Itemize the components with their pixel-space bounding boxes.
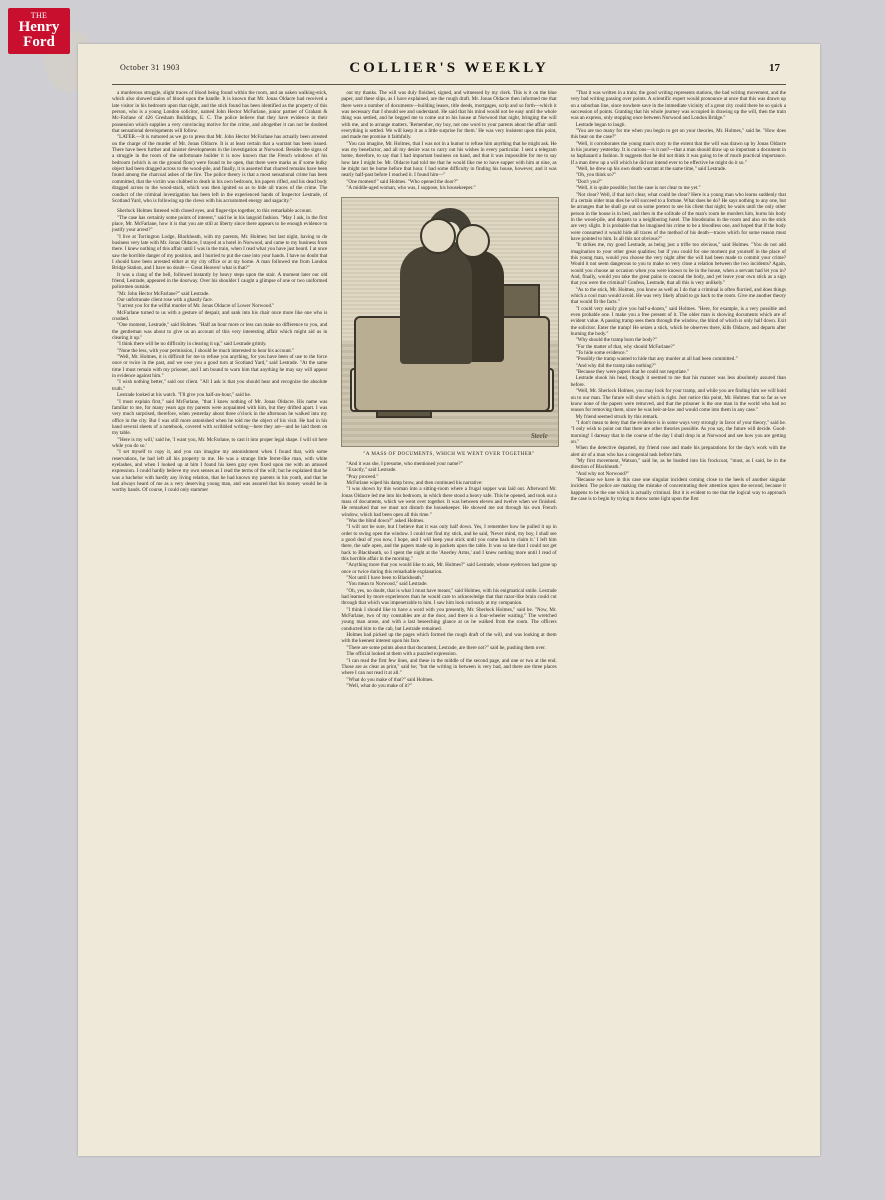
paragraph: "And why not Norwood?" <box>575 470 630 477</box>
illustration-caption: "A MASS OF DOCUMENTS, WHICH WE WENT OVER TOGETHER" <box>363 450 535 457</box>
paragraph: "Possibly the tramp wanted to hide that any murder at all had been committed." <box>575 356 738 363</box>
paragraph: "To hide some evidence." <box>575 350 628 357</box>
paragraph: "Pray proceed." <box>346 473 379 480</box>
paragraph: "Well, Mr. Sherlock Holmes, you may look for your tramp, and while you are finding him we will hold on to our man. The future will show which is right. Just notice this point, Mr. Holmes: that so far as we know none of the papers were removed, and that the prisoner is the one man in the world who had no reason for removing them, since he was heir-at-law and would come into them in any case." <box>570 388 786 414</box>
paragraph: "I must explain first," said McFarlane, "that I knew nothing of Mr. Jonas Oldacre. His name was familiar to me, for many years ago my parents were acquainted with him, but they drifted apart. I was very much surprised, therefore, when yesterday about three o'clock in the afternoon he walked into my office in the city. But I was still more astonished when he told me the object of his visit. He had in his hand several sheets of a notebook, covered with scribbled writing—here they are—and he laid them on my table. <box>112 398 328 437</box>
column-middle <box>341 90 556 1142</box>
paragraph: "Anything more that you would like to ask, Mr. Holmes?" said Lestrade, whose eyebrows had gone up once or twice during this remarkable explanation. <box>341 562 557 575</box>
paragraph: "A middle-aged woman, who was, I suppose, his housekeeper." <box>346 185 476 192</box>
paragraph: "Well, he drew up his own death warrant at the same time," said Lestrade. <box>575 166 727 173</box>
paragraph: "My first movement, Watson," said he, as he bustled into his frockcoat, "must, as I said, be in the direction of Blackheath." <box>570 457 786 471</box>
paragraph: McFarlane wiped his damp brow, and then continued his narrative: <box>346 479 483 486</box>
paragraph: "There are some points about that document, Lestrade, are there not?" said he, pushing them over. <box>346 644 546 651</box>
paragraph: "Because they were papers that he could not negotiate." <box>575 369 690 376</box>
paragraph: "The case has certainly some points of interest," said he in his languid fashion. "May I ask, in the first place, Mr. McFarlane, how it is that you are still at liberty since there appears to be enough evidence to justify your arrest?" <box>112 214 328 234</box>
illustration-image <box>341 197 558 447</box>
paragraph: out my thanks. The will was duly finished, signed, and witnessed by my clerk. This is it on the blue paper, and these slips, as I have explained, are the rough draft. Mr. Jonas Oldacre then informed me that there were a number of documents—building leases, title deeds, mortgages, scrip and so forth—which it was necessary that I should see and understand. He said that his mind would not be easy until the whole thing was settled, and he begged me to come out to his house at Norwood that night, bringing the will with me, and to arrange matters. 'Remember, my boy, not one word to your parents about the affair until everything is settled. We will keep it as a little surprise for them.' He was very insistent upon this point, and made me promise it faithfully. <box>341 90 557 141</box>
paragraph: Lestrade began to laugh. <box>575 121 626 128</box>
paragraph: "Not clear? Well, if that isn't clear, what could be clear? Here is a young man who learns suddenly that if a certain older man dies he will succeed to a fortune. What does he do? He says nothing to any one, but he arranges that he shall go out on some pretext to see his client that night; he waits until the only other person in the house is in bed, and then in the solitude of the man's room he murders him, burns his body in the wood-pile, and departs to a neighboring hotel. The bloodstains in the room and also on the stick are very slight. It is probable that he imagined his crime to be a bloodless one, and hoped that if the body were consumed it would hide all traces of the method of his death—traces which for some reason must have pointed to him. Is all this not obvious?" <box>570 191 786 242</box>
running-head <box>98 60 800 82</box>
paragraph: "You mean to Norwood," said Lestrade. <box>346 581 428 588</box>
paragraph: Lestrade shook his head, though it seemed to me that his manner was less absolutely assured than before. <box>570 375 786 388</box>
paragraph: "I think I should like to have a word with you presently, Mr. Sherlock Holmes," said he. "Now, Mr. McFarlane, two of my constables are at the door, and there is a four-wheeler waiting." The wretched young man arose, and with a last beseeching glance at us he walked from the room. The officers conducted him to the cab, but Lestrade remained. <box>341 606 557 632</box>
issue-date: October 31 1903 <box>120 63 180 72</box>
logo-line-henry: Henry <box>18 19 60 35</box>
paragraph: "And why did the tramp take nothing?" <box>575 362 656 369</box>
paragraph: "One moment, Lestrade," said Holmes. "Half an hour more or less can make no difference to you, and the gentleman was about to give us an account of this very interesting affair which might aid us in clearing it up." <box>112 322 328 342</box>
column-left <box>112 90 327 1142</box>
paragraph: "And it was she, I presume, who mentioned your name?" <box>346 460 463 467</box>
paragraph: "Why should the tramp burn the body?" <box>575 337 658 344</box>
paragraph: Holmes had picked up the pages which formed the rough draft of the will, and was looking at them with the keenest interest upon his face. <box>341 632 557 645</box>
column-right <box>571 90 786 1142</box>
paragraph: McFarlane turned to us with a gesture of despair, and sank into his chair once more like one who is crushed. <box>112 309 328 323</box>
paragraph: When the detective departed, my friend rose and made his preparations for the day's work with the alert air of a man who has a congenial task before him. <box>570 445 786 458</box>
the-henry-ford-logo <box>8 8 70 54</box>
paragraph: "Well, it corroborates the young man's story to the extent that the will was drawn up by Jonas Oldacre in his journey yesterday. It is curious—is it not?—that a man should draw up so important a document in so haphazard a fashion. It suggests that he did not think it was going to be of much practical importance. If a man drew up a will which he did not intend ever to be effective he might do it so." <box>570 140 786 166</box>
paragraph: "You can imagine, Mr. Holmes, that I was not in a humor to refuse him anything that he might ask. He was my benefactor, and all my desire was to carry out his wishes in every particular. I sent a telegram home, therefore, to say that I had important business on hand, and that it was impossible for me to say how late I might be. Mr. Oldacre had told me that he would like me to have supper with him at nine, as he might not be home before that hour. I had some difficulty in finding his house, however, and it was nearly half-past before I reached it. I found him—" <box>341 140 557 179</box>
paragraph: "None the less, with your permission, I should be much interested to hear his account." <box>117 347 295 354</box>
paragraph: "Was the blind down?" asked Holmes. <box>346 517 425 524</box>
paragraph: "'Here is my will,' said he, 'I want you, Mr. McFarlane, to cast it into proper legal shape. I will sit here while you do so.' <box>112 436 328 449</box>
paragraph: "I live at Torrington Lodge, Blackheath, with my parents, Mr. Holmes; but last night, having to do business very late with Mr. Jonas Oldacre, I stayed at a hotel in Norwood, and came to my business from there. I knew nothing of this affair until I was in the train, when I read what you have just heard. I at once saw the horrible danger of my position, and I hurried to put the case into your hands. I have no doubt that I should have been arrested either at my city office or at my home. A man followed me from London Bridge Station, and I have no doubt— Great Heaven! what is that?" <box>112 233 328 272</box>
illustration-figure <box>341 197 556 457</box>
paragraph: "What do you make of that?" said Holmes. <box>346 676 434 683</box>
header-rule <box>112 84 786 85</box>
paragraph: "I don't mean to deny that the evidence is in some ways very strongly in favor of your theory," said he. "I only wish to point out that there are other theories possible. As you say, the future will decide. Good-morning! I daresay that in the course of the day I shall drop in at Norwood and see how you are getting on." <box>570 419 786 445</box>
paragraph: "You are too many for me when you begin to get on your theories, Mr. Holmes," said he. "How does this bear on the case?" <box>570 128 786 141</box>
paragraph: "LATER.—It is rumored as we go to press that Mr. John Hector McFarlane has actually been arrested on the charge of the murder of Mr. Jonas Oldacre. It is at least certain that a warrant has been issued. There have been further and sinister developments in the investigation at Norwood. Besides the signs of a struggle in the room of the unfortunate builder it is now known that the French windows of his bedroom (which is on the ground floor) were found to be open, that there were marks as if some bulky object had been dragged across to the wood-pile, and finally, it is asserted that charred remains have been found among the charcoal ashes of the fire. The police theory is that a most sensational crime has been committed, that the victim was clubbed to death in his own bedroom, his papers rifled, and his dead body dragged across to the wood-stack, which was then ignited so as to hide all traces of the crime. The conduct of the criminal investigation has been left in the experienced hands of Inspector Lestrade, of Scotland Yard, who is following up the clews with his accustomed energy and sagacity." <box>112 134 328 204</box>
paragraph: "I set myself to copy it, and you can imagine my astonishment when I found that, with some reservations, he had left all his property to me. He was a strange little ferret-like man, with white eyelashes, and when I looked up at him I found his keen gray eyes fixed upon me with an amused expression. I could hardly believe my own senses as I read the terms of the will; but he explained that he was a bachelor with hardly any living relation, that he had known my parents in his youth, and that he had always heard of me as a very deserving young man, and was assured that his money would be in worthy hands. Of course, I could only stammer <box>112 449 328 494</box>
paragraph: "Well, Mr. Holmes, it is difficult for me to refuse you anything, for you have been of use to the force once or twice in the past, and we owe you a good turn at Scotland Yard," said Lestrade. "At the same time I must remain with my prisoner, and I am bound to warn him that anything he may say will appear in evidence against him." <box>112 354 328 380</box>
page-number: 17 <box>769 62 780 74</box>
paragraph: Sherlock Holmes listened with closed eyes, and finger-tips together, to this remarkable account. <box>117 208 313 215</box>
paragraph: Lestrade looked at his watch. "I'll give you half-an-hour," said he. <box>117 392 252 399</box>
paragraph: a murderous struggle, slight traces of blood being found within the room, and an oaken walking-stick, which also showed stains of blood upon the handle. It is known that Mr. Jonas Oldacre had received a late visitor in his bedroom upon that night, and the stick found has been identified as the property of this person, who is a young London solicitor, named John Hector McFarlane, junior partner of Graham & Mc-Farlane of 426 Gresham Buildings, E. C. The police believe that they have evidence in their possession which supplies a very convincing motive for the crime, and altogether it can not be doubted that sensational developments will follow. <box>112 90 328 135</box>
paragraph: "One moment!" said Holmes. "Who opened the door?" <box>346 178 459 185</box>
artist-signature: Steele <box>530 431 548 440</box>
logo-line-the: THE <box>30 11 48 20</box>
magazine-title: COLLIER'S WEEKLY <box>349 60 549 76</box>
paragraph: "Oh, yes, no doubt, that is what I must have meant," said Holmes, with his enigmatical smile. Lestrade had learned by more experiences than he would care to acknowledge that that razor-like brain could cut through that which was impenetrable to him. I saw him look curiously at my companion. <box>341 587 557 607</box>
paragraph: "As to the stick, Mr. Holmes, you know as well as I do that a criminal is often flurried, and does things which a cool man would avoid. He was very likely afraid to go back to the room. Give me another theory that would fit the facts." <box>570 286 786 306</box>
paragraph: "Well, what do you make of it?" <box>346 682 412 689</box>
paragraph: "I was shown by this woman into a sitting-room where a frugal supper was laid out. Afterward Mr. Jonas Oldacre led me into his bedroom, in which there stood a heavy safe. This he opened, and took out a mass of documents, which we went over together. It was between eleven and twelve when we finished. He remarked that we must not disturb the housekeeper. He showed me out through his own French window, which had been open all this time." <box>341 486 557 518</box>
paragraph: "Because we have in this case one singular incident coming close to the heels of another singular incident. The police are making the mistake of concentrating their attention upon the second, because it happens to be the one which is actually criminal. But it is evident to me that the logical way to approach the case is to begin by trying to throw some light upon the first <box>570 476 786 502</box>
paragraph: "I think there will be no difficulty in clearing it up," said Lestrade grimly. <box>117 341 267 348</box>
illustration-figure-oldacre <box>400 246 472 364</box>
paragraph: The official looked at them with a puzzled expression. <box>346 651 457 658</box>
paragraph: "Well, it is quite possible; but the case is not clear to me yet." <box>575 185 701 192</box>
paragraph: "Not until I have been to Blackheath." <box>346 575 425 582</box>
paragraph: "I can read the first few lines, and these in the middle of the second page, and one or two at the end. Those are as clear as print," said he; "but the writing in between is very bad, and there are three places where I can not read it at all." <box>341 657 557 677</box>
paragraph: "I could very easily give you half-a-dozen," said Holmes. "Here, for example, is a very possible and even probable one. I make you a free present of it. The older man is showing documents which are of evident value. A passing tramp sees them through the window, the blind of which is only half down. Exit the solicitor. Enter the tramp! He seizes a stick, which he observes there, kills Oldacre, and departs after burning the body." <box>570 305 786 338</box>
paragraph: "I will not be sure, but I believe that it was only half down. Yes, I remember how he pulled it up in order to swing open the window. I could not find my stick, and he said, 'Never mind, my boy, I shall see a good deal of you now, I hope, and I will keep your stick until you come back to claim it.' I left him there, the safe open, and the papers made up in packets upon the table. It was so late that I could not get back to Blackheath, so I spent the night at the 'Anerley Arms,' and I knew nothing more until I read of this horrible affair in the morning." <box>341 524 557 562</box>
paragraph: It was a clang of the bell, followed instantly by heavy steps upon the stair. A moment later our old friend, Lestrade, appeared in the doorway. Over his shoulder I caught a glimpse of one or two uniformed policemen outside. <box>112 271 328 291</box>
paragraph: "I arrest you for the wilful murder of Mr. Jonas Oldacre of Lower Norwood." <box>117 303 275 310</box>
paragraph: "Oh, you think so?" <box>575 172 617 179</box>
paragraph: "That it was written in a train; the good writing represents stations, the bad writing movement, and the very bad writing passing over points. A scientific expert would pronounce at once that this was drawn up on a suburban line, since nowhere save in the immediate vicinity of a great city could there be so quick a succession of points. Granting that his whole journey was occupied in drawing up the will, then the train was an express, only stopping once between Norwood and London Bridge." <box>570 90 786 122</box>
paragraph: "For the matter of that, why should McFarlane?" <box>575 343 675 350</box>
paragraph: "Mr. John Hector McFarlane?" said Lestrade. <box>117 290 210 297</box>
paragraph: "Exactly," said Lestrade. <box>346 467 397 474</box>
paragraph: "It strikes me, my good Lestrade, as being just a trifle too obvious," said Holmes. "You do not add imagination to your other great qualities; but if you could for one moment put yourself in the place of this young man, would you choose the very night after the will had been made to commit your crime? Would it not seem dangerous to you to make so very close a relation between the two incidents? Again, would you choose an occasion when you were known to be in the house, when a servant had let you in? And, finally, would you take the great pains to conceal the body, and yet leave your own stick as a sign that you were the criminal? Confess, Lestrade, that all this is very unlikely." <box>570 242 786 287</box>
paragraph: "Don't you?" <box>575 178 603 185</box>
paragraph: Our unfortunate client rose with a ghastly face. <box>117 297 213 303</box>
paragraph: "I wish nothing better," said our client. "All I ask is that you should hear and recognize the absolute truth." <box>112 379 328 392</box>
scanned-page <box>78 44 820 1156</box>
article-columns <box>112 90 786 1142</box>
paragraph: My friend seemed struck by this remark. <box>575 413 659 420</box>
logo-line-ford: Ford <box>23 34 55 50</box>
